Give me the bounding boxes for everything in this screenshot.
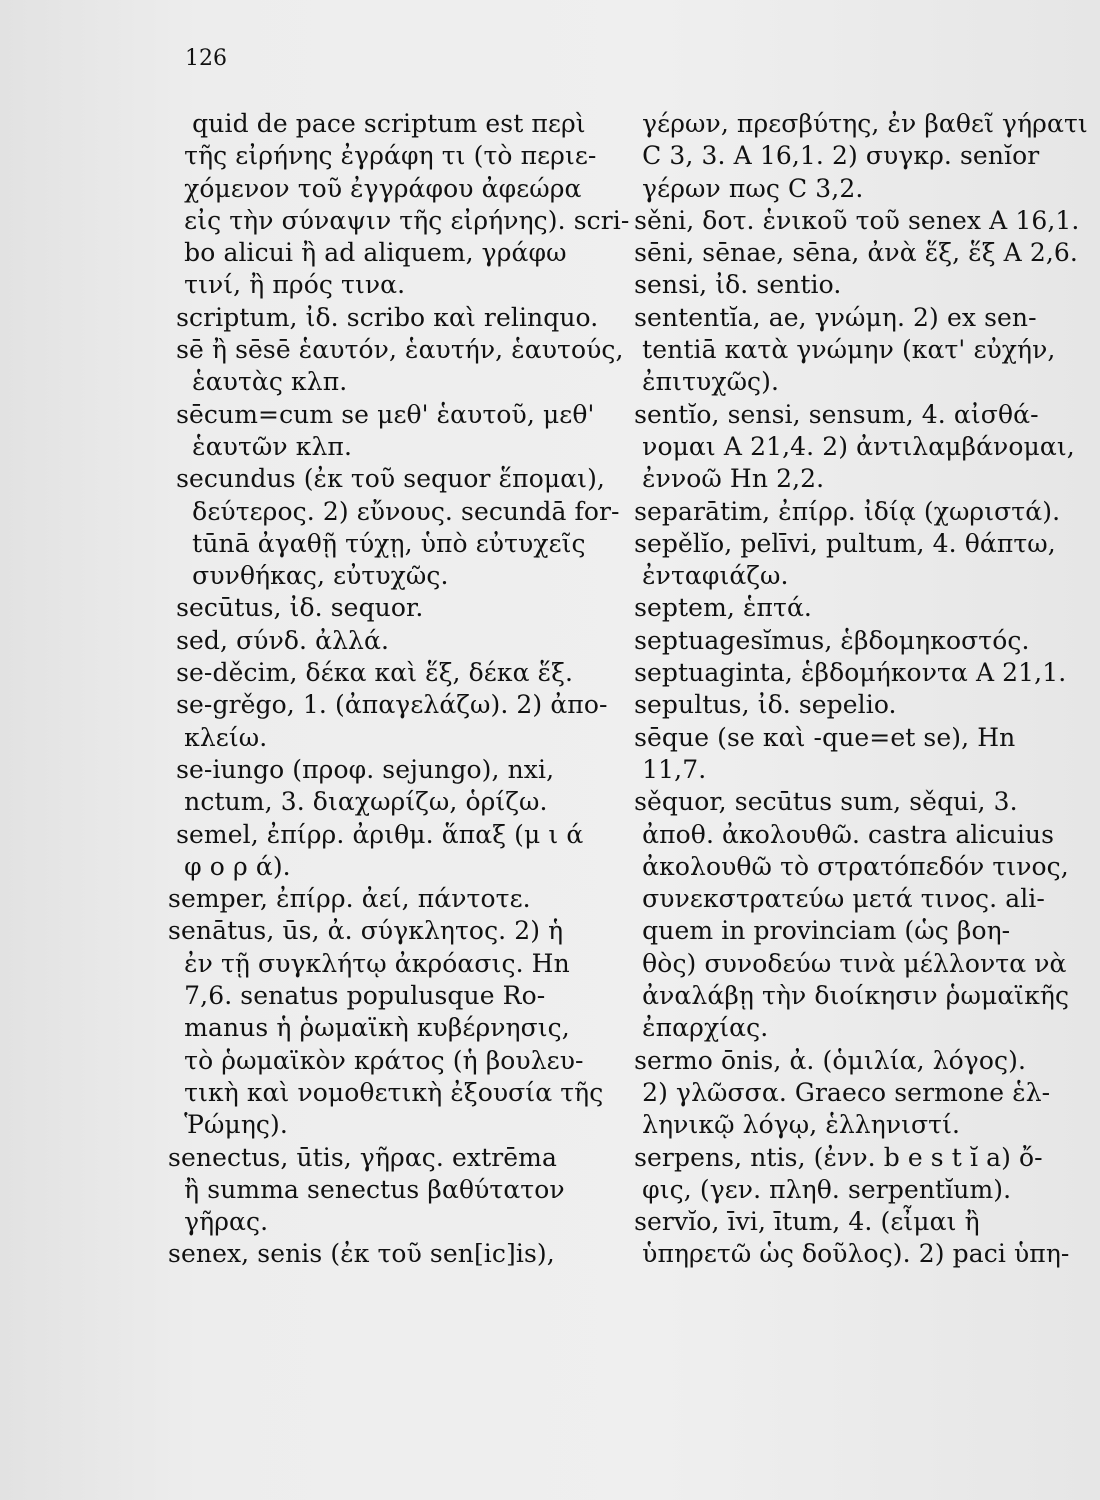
dictionary-line: tentiā κατὰ γνώμην (κατ' εὐχήν, xyxy=(618,335,1056,365)
dictionary-line: septem, ἑπτά. xyxy=(618,593,812,623)
dictionary-line: sēcum=cum se μεθ' ἑαυτοῦ, μεθ' xyxy=(160,399,595,429)
dictionary-line: sěni, δοτ. ἑνικοῦ τοῦ senex A 16,1. xyxy=(618,205,1080,235)
dictionary-line: τικὴ καὶ νομοθετικὴ ἐξουσία τῆς xyxy=(160,1077,604,1107)
dictionary-line: ἑαυτῶν κλπ. xyxy=(160,431,352,461)
dictionary-line: ἢ summa senectus βαθύτατον xyxy=(160,1174,565,1204)
dictionary-line: sed, σύνδ. ἀλλά. xyxy=(160,625,390,655)
dictionary-line: ἐπιτυχῶς). xyxy=(618,367,780,397)
dictionary-line: manus ἡ ῥωμαϊκὴ κυβέρνησις, xyxy=(160,1013,570,1043)
dictionary-line: ἀποθ. ἀκολουθῶ. castra alicuius xyxy=(618,819,1055,849)
dictionary-line: 11,7. xyxy=(618,754,707,784)
dictionary-line: γῆρας. xyxy=(160,1207,269,1237)
dictionary-line: τῆς εἰρήνης ἐγράφη τι (τὸ περιε- xyxy=(160,141,597,171)
dictionary-line: senectus, ūtis, γῆρας. extrēma xyxy=(160,1142,557,1172)
dictionary-line: servĭo, īvi, ītum, 4. (εἶμαι ἢ xyxy=(618,1207,980,1237)
dictionary-line: sē ἢ sēsē ἑαυτόν, ἑαυτήν, ἑαυτούς, xyxy=(160,335,624,365)
dictionary-line: ἑαυτὰς κλπ. xyxy=(160,367,348,397)
dictionary-line: συνεκστρατεύω μετά τινος. ali- xyxy=(618,884,1045,914)
dictionary-line: 7,6. senatus populusque Ro- xyxy=(160,981,546,1011)
dictionary-line: ἐνταφιάζω. xyxy=(618,561,789,591)
dictionary-line: ἀκολουθῶ τὸ στρατόπεδόν τινος, xyxy=(618,851,1069,881)
dictionary-line: se-grěgo, 1. (ἀπαγελάζω). 2) ἀπο- xyxy=(160,690,608,720)
dictionary-line: τὸ ῥωμαϊκὸν κράτος (ἡ βουλευ- xyxy=(160,1045,584,1075)
dictionary-line: C 3, 3. A 16,1. 2) συγκρ. senĭor xyxy=(618,141,1040,171)
dictionary-line: ἐπαρχίας. xyxy=(618,1013,769,1043)
dictionary-line: 2) γλῶσσα. Graeco sermone ἑλ- xyxy=(618,1077,1051,1107)
dictionary-line: senex, senis (ἐκ τοῦ sen[ic]is), xyxy=(160,1239,555,1269)
dictionary-line: septuagesĭmus, ἑβδομηκοστός. xyxy=(618,625,1030,655)
dictionary-line: Ῥώμης). xyxy=(160,1110,288,1140)
dictionary-line: sensi, ἰδ. sentio. xyxy=(618,270,842,300)
dictionary-line: sěquor, secūtus sum, sěqui, 3. xyxy=(618,787,1018,817)
dictionary-line: γέρων πως C 3,2. xyxy=(618,173,864,203)
dictionary-line: τινί, ἢ πρός τινα. xyxy=(160,270,406,300)
dictionary-line: sentĭo, sensi, sensum, 4. αἰσθά- xyxy=(618,399,1039,429)
dictionary-line: serpens, ntis, (ἐνν. b e s t ĭ a) ὄ- xyxy=(618,1142,1043,1172)
dictionary-line: sententĭa, ae, γνώμη. 2) ex sen- xyxy=(618,302,1037,332)
dictionary-line: separātim, ἐπίρρ. ἰδίᾳ (χωριστά). xyxy=(618,496,1061,526)
dictionary-line: ἐννοῶ Hn 2,2. xyxy=(618,464,825,494)
dictionary-line: sēni, sēnae, sēna, ἀνὰ ἕξ, ἕξ A 2,6. xyxy=(618,238,1078,268)
dictionary-line: φ ο ρ ά). xyxy=(160,851,291,881)
dictionary-line: νομαι A 21,4. 2) ἀντιλαμβάνομαι, xyxy=(618,431,1075,461)
dictionary-line: φις, (γεν. πληθ. serpentĭum). xyxy=(618,1174,1012,1204)
dictionary-line: se-iungo (προφ. sejungo), nxi, xyxy=(160,754,555,784)
dictionary-line: κλείω. xyxy=(160,722,268,752)
dictionary-line: quem in provinciam (ὡς βοη- xyxy=(618,916,1011,946)
dictionary-line: secūtus, ἰδ. sequor. xyxy=(160,593,424,623)
dictionary-line: εἰς τὴν σύναψιν τῆς εἰρήνης). scri- xyxy=(160,205,630,235)
dictionary-line: sermo ōnis, ἀ. (ὁμιλία, λόγος). xyxy=(618,1045,1026,1075)
dictionary-line: tūnā ἀγαθῇ τύχῃ, ὑπὸ εὐτυχεῖς xyxy=(160,528,586,558)
dictionary-line: χόμενον τοῦ ἐγγράφου ἀφεώρα xyxy=(160,173,582,203)
dictionary-line: semel, ἐπίρρ. ἀριθμ. ἅπαξ (μ ι ά xyxy=(160,819,584,849)
dictionary-line: δεύτερος. 2) εὔνους. secundā for- xyxy=(160,496,620,526)
left-column xyxy=(160,108,630,1271)
dictionary-line: ἐν τῇ συγκλήτῳ ἀκρόασις. Hn xyxy=(160,948,570,978)
dictionary-line: bo alicui ἢ ad aliquem, γράφω xyxy=(160,238,567,268)
right-column xyxy=(618,108,1088,1271)
dictionary-line: secundus (ἐκ τοῦ sequor ἕπομαι), xyxy=(160,464,605,494)
dictionary-line: scriptum, ἰδ. scribo καὶ relinquo. xyxy=(160,302,599,332)
dictionary-line: nctum, 3. διαχωρίζω, ὁρίζω. xyxy=(160,787,548,817)
page-number: 126 xyxy=(185,46,227,71)
dictionary-line: συνθήκας, εὐτυχῶς. xyxy=(160,561,449,591)
dictionary-line: θὸς) συνοδεύω τινὰ μέλλοντα νὰ xyxy=(618,948,1067,978)
dictionary-line: quid de pace scriptum est περὶ xyxy=(160,109,586,138)
dictionary-line: sepultus, ἰδ. sepelio. xyxy=(618,690,897,720)
dictionary-line: senātus, ūs, ἀ. σύγκλητος. 2) ἡ xyxy=(160,916,564,946)
dictionary-line: γέρων, πρεσβύτης, ἐν βαθεῖ γήρατι xyxy=(618,109,1088,138)
dictionary-line: semper, ἐπίρρ. ἀεί, πάντοτε. xyxy=(160,884,531,914)
dictionary-line: ὑπηρετῶ ὡς δοῦλος). 2) paci ὑπη- xyxy=(618,1239,1070,1269)
dictionary-line: ἀναλάβῃ τὴν διοίκησιν ῥωμαϊκῆς xyxy=(618,981,1070,1011)
dictionary-line: sēque (se καὶ -que=et se), Hn xyxy=(618,722,1016,752)
dictionary-line: ληνικῷ λόγῳ, ἑλληνιστί. xyxy=(618,1110,961,1140)
dictionary-line: se-děcim, δέκα καὶ ἕξ, δέκα ἕξ. xyxy=(160,658,574,688)
dictionary-line: septuaginta, ἑβδομήκοντα A 21,1. xyxy=(618,658,1067,688)
dictionary-line: sepělĭo, pelīvi, pultum, 4. θάπτω, xyxy=(618,528,1056,558)
